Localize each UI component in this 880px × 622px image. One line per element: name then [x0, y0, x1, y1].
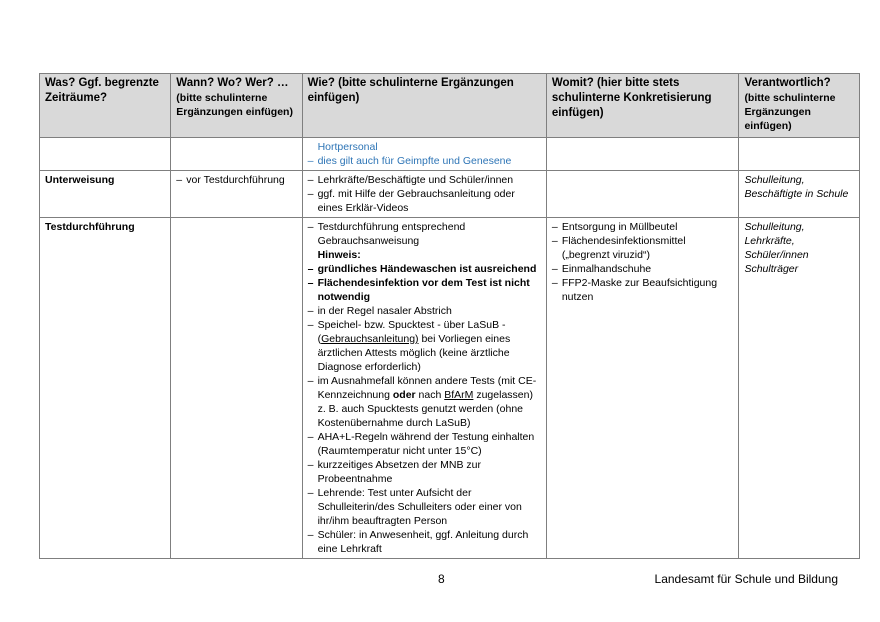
list-item — [308, 220, 541, 262]
row0-when — [171, 138, 302, 171]
row2-how — [302, 218, 546, 559]
list-item-text: zugelassen) z. B. auch Spucktests genutzt werden (ohne Kostenübernahme durch LaSuB) — [317, 389, 533, 429]
header-with — [546, 74, 739, 138]
list-item-text: im Ausnahmefall können andere Tests (mit CE-Kennzeichnung — [317, 375, 537, 401]
header-how-label: Wie? (bitte schulinterne Ergänzungen einfügen) — [307, 77, 514, 104]
list-item — [308, 318, 541, 374]
gebrauchsanleitung-link[interactable]: Gebrauchsanleitung) — [321, 333, 419, 345]
list-item: – Schüler: in Anwesenheit, ggf. Anleitung durch eine Lehrkraft — [308, 528, 541, 556]
list-item — [308, 374, 541, 430]
list-item: – Entsorgung in Müllbeutel — [552, 220, 734, 234]
list-item: – ggf. mit Hilfe der Gebrauchsanleitung oder eines Erklär-Videos — [308, 187, 541, 215]
header-responsible-label: Verantwortlich? — [744, 77, 831, 89]
responsible-text: Schulleitung, Lehrkräfte, Schüler/innen Schulträger — [744, 221, 809, 275]
row2-responsible — [739, 218, 860, 559]
table-row — [40, 138, 860, 171]
list-item: – Einmalhandschuhe — [552, 262, 734, 276]
table-row — [40, 218, 860, 559]
list-item-text: nach — [415, 389, 445, 401]
list-item: – dies gilt auch für Geimpfte und Genesene — [308, 154, 541, 168]
list-item-emphasis: oder — [392, 389, 416, 401]
row0-what — [40, 138, 171, 171]
row0-with — [546, 138, 739, 171]
list-item: – vor Testdurchführung — [176, 173, 296, 187]
row0-responsible — [739, 138, 860, 171]
list-item-text: Testdurchführung entsprechend Gebrauchsanweisung — [317, 221, 466, 247]
row1-responsible: Schulleitung, Beschäftigte in Schule — [739, 171, 860, 218]
header-what — [40, 74, 171, 138]
list-item: – in der Regel nasaler Abstrich — [308, 304, 541, 318]
list-item: – Flächendesinfektion vor dem Test ist nicht notwendig — [308, 276, 541, 304]
row-label-unterweisung: Unterweisung — [40, 171, 171, 218]
measures-table — [39, 73, 860, 559]
row2-with — [546, 218, 739, 559]
list-item: – FFP2-Maske zur Beaufsichtigung nutzen — [552, 276, 734, 304]
row1-with — [546, 171, 739, 218]
list-item: – Flächendesinfektionsmittel („begrenzt viruzid“) — [552, 234, 734, 262]
table-row — [40, 171, 860, 218]
header-how — [302, 74, 546, 138]
row1-how — [302, 171, 546, 218]
list-item: – Lehrkräfte/Beschäftigte und Schüler/innen — [308, 173, 541, 187]
table-header-row — [40, 74, 860, 138]
bfarm-link[interactable]: BfArM — [444, 389, 474, 401]
list-item-text: bei Vorliegen eines ärztlichen Attests möglich (keine ärztliche Diagnose erforderlich) — [317, 333, 511, 373]
row0-how — [302, 138, 546, 171]
header-when-sub: (bitte schulinterne Ergänzungen einfügen) — [176, 92, 293, 118]
header-responsible — [739, 74, 860, 138]
header-responsible-sub: (bitte schulinterne Ergänzungen einfügen) — [744, 92, 836, 132]
header-when-label: Wann? Wo? Wer? … — [176, 77, 289, 89]
row2-when — [171, 218, 302, 559]
row-label-testdurchfuehrung: Testdurchführung — [40, 218, 171, 559]
list-item: – AHA+L-Regeln während der Testung einhalten (Raumtemperatur nicht unter 15°C) — [308, 430, 541, 458]
page-number: 8 — [438, 572, 445, 586]
list-item: – gründliches Händewaschen ist ausreichend — [308, 262, 541, 276]
list-item: – Lehrende: Test unter Aufsicht der Schulleiterin/des Schulleiters oder einer von ihr/ihm beauftragten Person — [308, 486, 541, 528]
list-item: – kurzzeitiges Absetzen der MNB zur Probeentnahme — [308, 458, 541, 486]
row1-when — [171, 171, 302, 218]
list-item-text: Speichel- bzw. Spucktest - über LaSuB - ( — [317, 319, 506, 345]
hint-label: Hinweis: — [317, 249, 361, 261]
footer-organization: Landesamt für Schule und Bildung — [654, 572, 838, 586]
header-what-label: Was? Ggf. begrenzte Zeiträume? — [45, 77, 159, 104]
header-when — [171, 74, 302, 138]
list-item: Hortpersonal — [317, 141, 378, 153]
header-with-label: Womit? (hier bitte stets schulinterne Konkretisierung einfügen) — [551, 77, 712, 119]
